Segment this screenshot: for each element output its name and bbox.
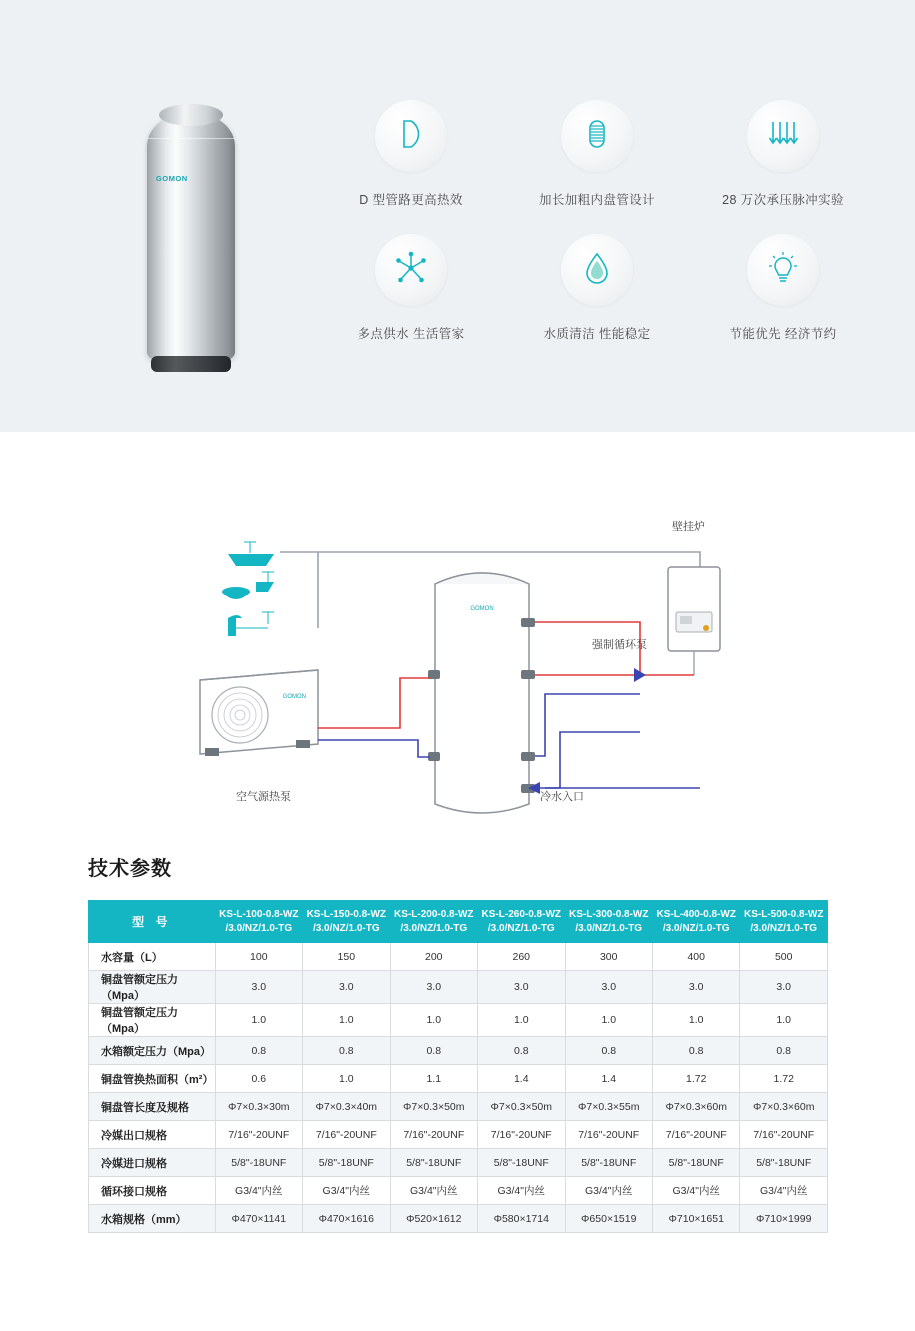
feature-label: 加长加粗内盘管设计 <box>538 193 656 207</box>
feature-item-1 <box>318 100 504 208</box>
cell: 0.8 <box>652 1037 739 1065</box>
row-label: 铜盘管换热面积（m²） <box>89 1065 216 1093</box>
cell: G3/4"内丝 <box>478 1177 565 1205</box>
label-forced-circulation-pump: 强制循环泵 <box>592 639 647 651</box>
feature-label: 水质清洁 性能稳定 <box>543 327 651 341</box>
table-row <box>89 943 828 971</box>
cell: 7/16"-20UNF <box>303 1121 390 1149</box>
cell: 100 <box>215 943 302 971</box>
table-row <box>89 1121 828 1149</box>
table-row <box>89 1177 828 1205</box>
cell: 1.0 <box>215 1004 302 1037</box>
cell: 3.0 <box>303 971 390 1004</box>
wall-boiler-shape <box>668 567 720 651</box>
cell: 0.6 <box>215 1065 302 1093</box>
cell: 3.0 <box>652 971 739 1004</box>
coil-tube-icon <box>577 114 617 159</box>
brand-logo: GOMON <box>155 174 188 183</box>
feature-item-4 <box>318 234 504 342</box>
cell: 0.8 <box>390 1037 477 1065</box>
cell: Φ7×0.3×55m <box>565 1093 652 1121</box>
header-model-5: KS-L-300-0.8-WZ /3.0/NZ/1.0-TG <box>565 901 652 943</box>
feature-item-3 <box>690 100 876 208</box>
header-model-7: KS-L-500-0.8-WZ /3.0/NZ/1.0-TG <box>740 901 828 943</box>
system-diagram-section <box>0 432 915 852</box>
cell: 5/8"-18UNF <box>390 1149 477 1177</box>
tank-body <box>147 112 235 360</box>
water-drop-icon <box>577 248 617 293</box>
cell: 5/8"-18UNF <box>565 1149 652 1177</box>
header-model-3: KS-L-200-0.8-WZ /3.0/NZ/1.0-TG <box>390 901 477 943</box>
row-label: 水容量（L） <box>89 943 216 971</box>
cell: 500 <box>740 943 828 971</box>
cell: 0.8 <box>565 1037 652 1065</box>
cell: 1.0 <box>478 1004 565 1037</box>
shower-icon <box>228 615 242 636</box>
cell: 7/16"-20UNF <box>390 1121 477 1149</box>
technical-parameters-table <box>88 900 828 1233</box>
cell: Φ710×1651 <box>652 1205 739 1233</box>
cell: 7/16"-20UNF <box>478 1121 565 1149</box>
cell: 1.0 <box>390 1004 477 1037</box>
feature-icon-circle <box>747 100 819 172</box>
pressure-pulse-arrows-icon <box>762 114 804 159</box>
air-source-heat-pump-shape <box>200 670 318 756</box>
cell: Φ7×0.3×60m <box>740 1093 828 1121</box>
header-model-6: KS-L-400-0.8-WZ /3.0/NZ/1.0-TG <box>652 901 739 943</box>
cell: 1.0 <box>652 1004 739 1037</box>
row-label: 冷媒进口规格 <box>89 1149 216 1177</box>
row-label: 铜盘管长度及规格 <box>89 1093 216 1121</box>
table-header-row <box>89 901 828 943</box>
header-model-2: KS-L-150-0.8-WZ /3.0/NZ/1.0-TG <box>303 901 390 943</box>
cell: 1.0 <box>303 1004 390 1037</box>
sink-icon <box>222 582 274 599</box>
cell: Φ7×0.3×30m <box>215 1093 302 1121</box>
cell: 3.0 <box>565 971 652 1004</box>
product-water-tank-image <box>133 96 251 374</box>
cell: G3/4"内丝 <box>215 1177 302 1205</box>
cell: 1.4 <box>565 1065 652 1093</box>
feature-item-5 <box>504 234 690 342</box>
cell: G3/4"内丝 <box>740 1177 828 1205</box>
cell: 3.0 <box>740 971 828 1004</box>
table-row <box>89 1037 828 1065</box>
cell: Φ7×0.3×50m <box>478 1093 565 1121</box>
table-row <box>89 1065 828 1093</box>
feature-icon-circle <box>561 234 633 306</box>
header-model-1: KS-L-100-0.8-WZ /3.0/NZ/1.0-TG <box>215 901 302 943</box>
label-wall-boiler: 壁挂炉 <box>672 521 705 533</box>
cell: 0.8 <box>303 1037 390 1065</box>
storage-tank-shape <box>428 573 535 813</box>
cell: 1.72 <box>652 1065 739 1093</box>
bathtub-icon <box>228 554 274 566</box>
header-model: 型 号 <box>89 901 216 943</box>
cell: G3/4"内丝 <box>565 1177 652 1205</box>
feature-icon-circle <box>375 100 447 172</box>
feature-item-2 <box>504 100 690 208</box>
cell: Φ710×1999 <box>740 1205 828 1233</box>
feature-row-1 <box>318 100 878 208</box>
feature-label: 节能优先 经济节约 <box>729 327 837 341</box>
svg-text:GOMON: GOMON <box>470 606 494 612</box>
cell: G3/4"内丝 <box>652 1177 739 1205</box>
table-row <box>89 971 828 1004</box>
cell: 1.0 <box>303 1065 390 1093</box>
table-row <box>89 1004 828 1037</box>
row-label: 水箱额定压力（Mpa） <box>89 1037 216 1065</box>
d-shape-pipe-icon <box>391 114 431 159</box>
cell: 1.0 <box>565 1004 652 1037</box>
table-row <box>89 1093 828 1121</box>
tank-base <box>151 356 231 372</box>
cell: Φ470×1616 <box>303 1205 390 1233</box>
feature-label: 28 万次承压脉冲实验 <box>722 193 844 207</box>
feature-grid <box>318 100 878 342</box>
row-label: 冷媒出口规格 <box>89 1121 216 1149</box>
cell: 260 <box>478 943 565 971</box>
cell: Φ650×1519 <box>565 1205 652 1233</box>
cell: 400 <box>652 943 739 971</box>
tank-top-cap <box>159 104 223 126</box>
row-label: 循环接口规格 <box>89 1177 216 1205</box>
feature-icon-circle <box>561 100 633 172</box>
energy-saving-bulb-icon <box>763 248 803 293</box>
cell: Φ520×1612 <box>390 1205 477 1233</box>
row-label: 铜盘管额定压力（Mpa） <box>89 971 216 1004</box>
label-air-source-heat-pump: 空气源热泵 <box>236 791 291 803</box>
cell: 5/8"-18UNF <box>215 1149 302 1177</box>
cell: 5/8"-18UNF <box>478 1149 565 1177</box>
section-title: 技术参数 <box>88 858 172 880</box>
feature-label: 多点供水 生活管家 <box>357 327 465 341</box>
table-row <box>89 1205 828 1233</box>
cell: 1.0 <box>740 1004 828 1037</box>
header-model-4: KS-L-260-0.8-WZ /3.0/NZ/1.0-TG <box>478 901 565 943</box>
cell: Φ470×1141 <box>215 1205 302 1233</box>
system-schematic <box>0 432 915 852</box>
cell: 5/8"-18UNF <box>303 1149 390 1177</box>
cell: G3/4"内丝 <box>303 1177 390 1205</box>
cell: 7/16"-20UNF <box>565 1121 652 1149</box>
feature-icon-circle <box>747 234 819 306</box>
cell: 7/16"-20UNF <box>652 1121 739 1149</box>
multi-point-supply-icon <box>390 247 432 294</box>
cell: 0.8 <box>478 1037 565 1065</box>
cell: 300 <box>565 943 652 971</box>
cell: 1.1 <box>390 1065 477 1093</box>
cell: 5/8"-18UNF <box>652 1149 739 1177</box>
cell: Φ7×0.3×40m <box>303 1093 390 1121</box>
svg-text:GOMON: GOMON <box>282 694 306 700</box>
cell: 0.8 <box>215 1037 302 1065</box>
cell: 1.72 <box>740 1065 828 1093</box>
feature-row-2 <box>318 234 878 342</box>
cell: 0.8 <box>740 1037 828 1065</box>
cell: 150 <box>303 943 390 971</box>
feature-item-6 <box>690 234 876 342</box>
cell: Φ7×0.3×50m <box>390 1093 477 1121</box>
cell: 3.0 <box>390 971 477 1004</box>
feature-icon-circle <box>375 234 447 306</box>
cell: 3.0 <box>478 971 565 1004</box>
row-label: 铜盘管额定压力（Mpa） <box>89 1004 216 1037</box>
cell: 3.0 <box>215 971 302 1004</box>
cell: Φ580×1714 <box>478 1205 565 1233</box>
tank-seam-line <box>147 138 235 139</box>
product-feature-section <box>0 0 915 432</box>
feature-label: D 型管路更高热效 <box>359 193 463 207</box>
cell: 7/16"-20UNF <box>215 1121 302 1149</box>
cell: 5/8"-18UNF <box>740 1149 828 1177</box>
table-row <box>89 1149 828 1177</box>
cell: G3/4"内丝 <box>390 1177 477 1205</box>
cell: 200 <box>390 943 477 971</box>
cell: 7/16"-20UNF <box>740 1121 828 1149</box>
cell: Φ7×0.3×60m <box>652 1093 739 1121</box>
row-label: 水箱规格（mm） <box>89 1205 216 1233</box>
cell: 1.4 <box>478 1065 565 1093</box>
label-cold-water-inlet: 冷水入口 <box>540 791 584 803</box>
